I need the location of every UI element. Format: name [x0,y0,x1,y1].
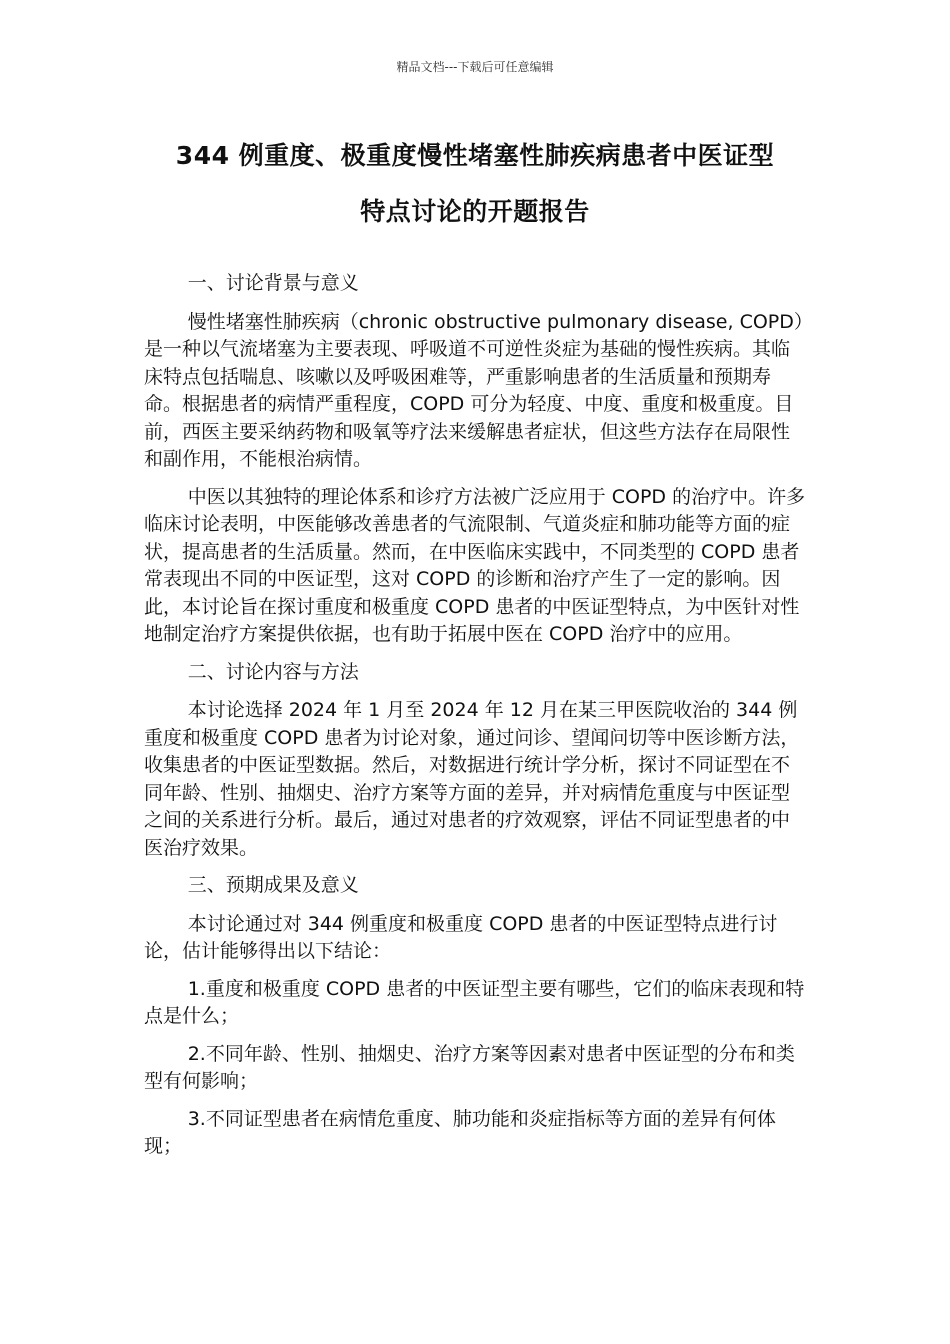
title-line-1: 344 例重度、极重度慢性堵塞性肺疾病患者中医证型 [175,141,775,170]
section-heading-outcomes: 三、预期成果及意义 [187,874,359,896]
document-title [120,128,830,240]
list-item-conclusion-3: 3.不同证型患者在病情危重度、肺功能和炎症指标等方面的差异有何体现； [144,1107,776,1157]
section-heading-methods: 二、讨论内容与方法 [187,660,359,683]
list-item-conclusion-1: 1.重度和极重度 COPD 患者的中医证型主要有哪些，它们的临床表现和特点是什么； [144,977,805,1027]
list-item-conclusion-2: 2.不同年龄、性别、抽烟史、治疗方案等因素对患者中医证型的分布和类型有何影响； [144,1042,795,1092]
page-header: 精品文档---下载后可任意编辑 [396,60,554,74]
paragraph-background-2: 中医以其独特的理论体系和诊疗方法被广泛应用于 COPD 的治疗中。许多临床讨论表明，中医能够改善患者的气流限制、气道炎症和肺功能等方面的症状，提高患者的生活质量。然而，在中医临床实践中，不同类型的 COPD 患者常表现出不同的中医证型，这对 COPD 的诊断和治疗产生了一定的影响。因此，本讨论旨在探讨重度和极重度 COPD 患者的中医证型特点，为中医针对性地制定治疗方案提供依据，也有助于拓展中医在 COPD 治疗中的应用。 [144,485,806,645]
paragraph-background-1: 慢性堵塞性肺疾病（chronic obstructive pulmonary disease, COPD）是一种以气流堵塞为主要表现、呼吸道不可逆性炎症为基础的慢性疾病。其临床特点包括喘息、咳嗽以及呼吸困难等，严重影响患者的生活质量和预期寿命。根据患者的病情严重程度，COPD 可分为轻度、中度、重度和极重度。目前，西医主要采纳药物和吸氧等疗法来缓解患者症状，但这些方法存在局限性和副作用，不能根治病情。 [144,310,804,470]
document-body [144,270,808,1171]
paragraph-methods: 本讨论选择 2024 年 1 月至 2024 年 12 月在某三甲医院收治的 344 例重度和极重度 COPD 患者为讨论对象，通过问诊、望闻问切等中医诊断方法，收集患者的中医证型数据。然后，对数据进行统计学分析，探讨不同证型在不同年龄、性别、抽烟史、治疗方案等方面的差异，并对病情危重度与中医证型之间的关系进行分析。最后，通过对患者的疗效观察，评估不同证型患者的中医治疗效果。 [144,699,800,859]
paragraph-outcomes-intro: 本讨论通过对 344 例重度和极重度 COPD 患者的中医证型特点进行讨论，估计能够得出以下结论： [144,912,778,962]
title-line-2: 特点讨论的开题报告 [360,197,590,226]
section-heading-background: 一、讨论背景与意义 [187,272,359,294]
